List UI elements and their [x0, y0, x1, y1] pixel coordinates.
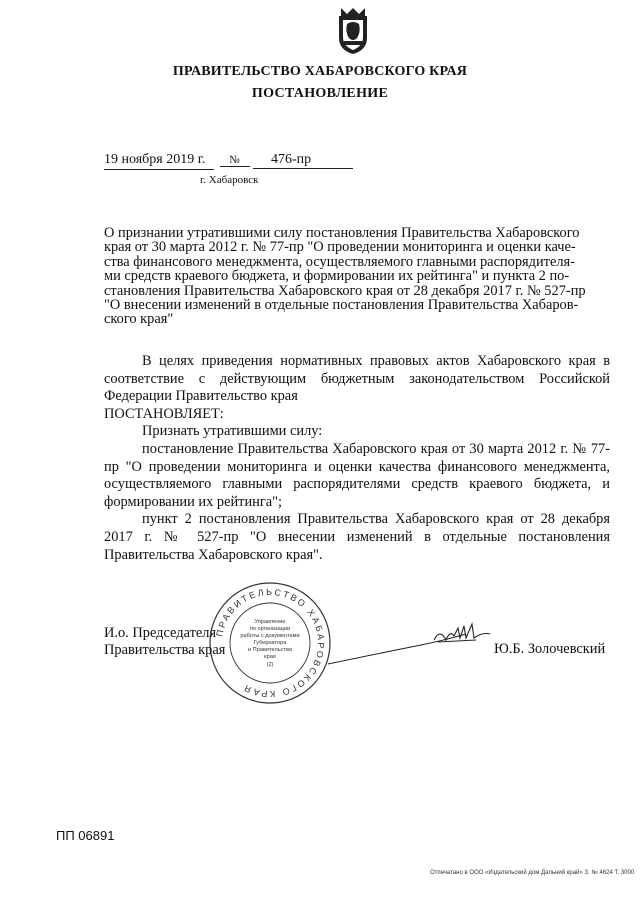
position-line-1: И.о. Председателя	[104, 625, 217, 641]
document-number: 476-пр	[253, 152, 353, 169]
subject-line: становления Правительства Хабаровского края от 28 декабря 2017 г. № 527-пр	[104, 282, 586, 299]
signatory-position	[104, 625, 225, 659]
svg-text:по организации: по организации	[249, 626, 291, 632]
svg-text:работы с документами: работы с документами	[240, 633, 300, 639]
document-city: г. Хабаровск	[200, 174, 259, 186]
subject-line: "О внесении изменений в отдельные постановления Правительства Хабаров-	[104, 297, 579, 314]
handwritten-signature	[326, 618, 496, 668]
date-number-line	[104, 152, 353, 170]
document-body	[104, 353, 610, 564]
subject-line: ского края"	[104, 311, 174, 328]
subject-line: ства финансового менеджмента, осуществляемого главными распорядителя-	[104, 253, 575, 270]
svg-text:(2): (2)	[266, 662, 274, 668]
document-type: ПОСТАНОВЛЕНИЕ	[251, 86, 389, 101]
subject-line: О признании утратившими силу постановления Правительства Хабаровского	[104, 225, 580, 241]
svg-text:и Правительства: и Правительства	[248, 647, 292, 653]
position-line-2: Правительства края	[104, 642, 226, 658]
signatory-name: Ю.Б. Золочевский	[494, 641, 606, 657]
svg-text:края: края	[264, 654, 276, 660]
document-code: ПП 06891	[56, 828, 115, 843]
print-note: Отпечатано в ООО «Издательский дом Дальний край» З. № 4624 Т. 3000	[430, 870, 635, 876]
subject-line: ми средств краевого бюджета, и формировании их рейтинга" и пункта 2 по-	[104, 268, 570, 285]
subject-line: края от 30 марта 2012 г. № 77-пр "О проведении мониторинга и оценки каче-	[104, 239, 576, 256]
coat-of-arms-emblem	[333, 6, 373, 56]
document-subject	[104, 226, 610, 327]
intro-paragraph: В целях приведения нормативных правовых актов Хабаровского края в соответствие с действующим бюджетным законодательством Российской Федерации Правительство края	[104, 353, 610, 405]
government-title: ПРАВИТЕЛЬСТВО ХАБАРОВСКОГО КРАЯ	[172, 64, 468, 79]
item-2-paragraph: пункт 2 постановления Правительства Хабаровского края от 28 декабря 2017 г. № 527-пр "О внесении изменений в отдельные постановления Правительства Хабаровского края".	[104, 511, 610, 563]
svg-text:ПРАВИТЕЛЬСТВО ХАБАРОВСКОГО КРА: ПРАВИТЕЛЬСТВО ХАБАРОВСКОГО КРАЯ	[214, 586, 327, 700]
item-1-paragraph: постановление Правительства Хабаровского края от 30 марта 2012 г. № 77-пр "О проведении мониторинга и оценки качества финансового менеджмента, осуществляемого главными распорядителями средств краевого бюджета, и формировании их рейтинга";	[104, 440, 610, 510]
svg-text:Губернатора: Губернатора	[253, 640, 287, 646]
svg-text:Управление: Управление	[254, 619, 286, 625]
document-date: 19 ноября 2019 г.	[104, 152, 214, 170]
declare-paragraph: Признать утратившими силу:	[142, 423, 323, 440]
resolves-heading: ПОСТАНОВЛЯЕТ:	[104, 405, 224, 422]
number-sign: №	[220, 154, 250, 167]
